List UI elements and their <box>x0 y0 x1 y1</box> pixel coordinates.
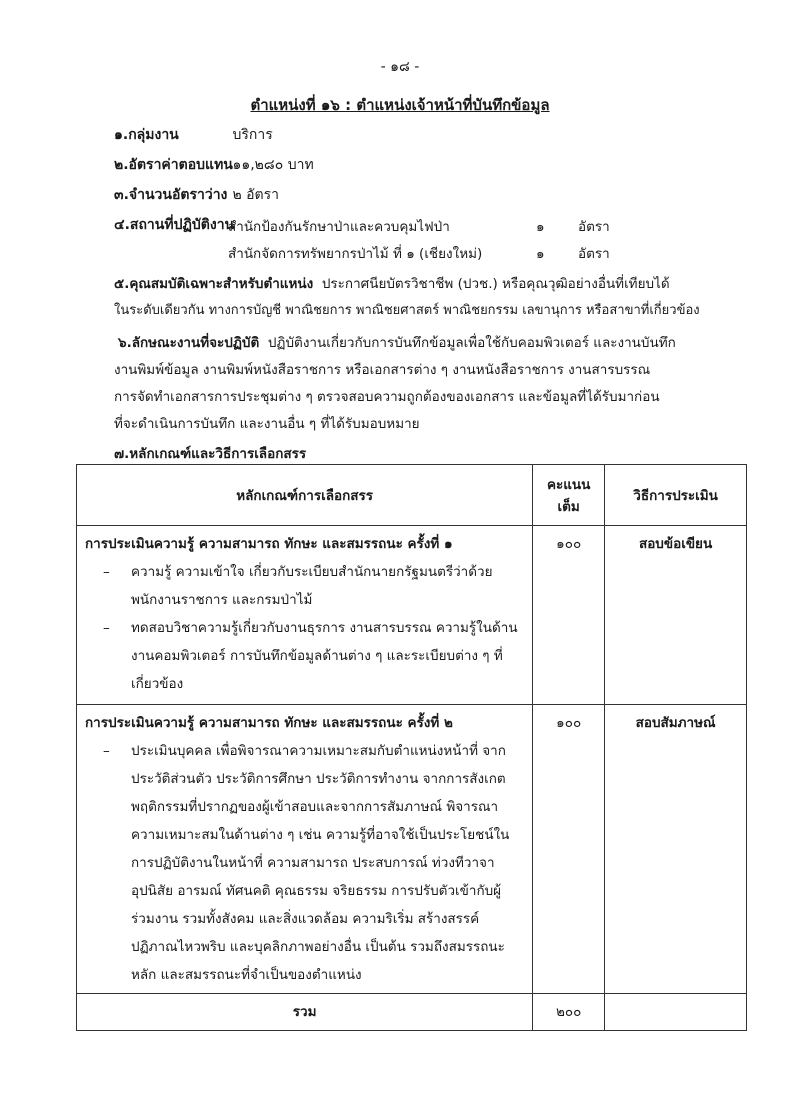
item-label: ๔.สถานที่ปฏิบัติงาน <box>114 217 235 233</box>
qualification-line1: ๕.คุณสมบัติเฉพาะสำหรับตำแหน่ง ประกาศนียบัตรวิชาชีพ (ปวช.) หรือคุณวุฒิอย่างอื่นที่เทียบได้ <box>114 276 670 292</box>
list-item: – ความรู้ ความเข้าใจ เกี่ยวกับระเบียบสำนักนายกรัฐมนตรีว่าด้วยพนักงานราชการ และกรมป่าไม้ <box>85 558 524 614</box>
page-number: - ๑๘ - <box>380 59 420 75</box>
duties-line3: การจัดทำเอกสารการประชุมต่าง ๆ ตรวจสอบความถูกต้องของเอกสาร และข้อมูลที่ได้รับมาก่อน <box>114 389 660 405</box>
criteria-cell <box>77 705 533 994</box>
header-score: คะแนน เต็ม <box>533 465 605 526</box>
method-cell: สอบสัมภาษณ์ <box>605 705 747 994</box>
total-method-cell <box>605 994 747 1031</box>
row-title: การประเมินความรู้ ความสามารถ ทักษะ และสมรรถนะ ครั้งที่ ๒ <box>85 715 453 731</box>
table-row <box>77 526 747 705</box>
workplace-location: สำนักป้องกันรักษาป่าและควบคุมไฟป่า ๑ อัตรา <box>228 219 610 235</box>
item-label: ๑.กลุ่มงาน <box>114 127 179 143</box>
total-label: รวม <box>77 994 533 1031</box>
criteria-heading: ๗.หลักเกณฑ์และวิธีการเลือกสรร <box>114 446 307 462</box>
method-cell: สอบข้อเขียน <box>605 526 747 705</box>
duties-line4: ที่จะดำเนินการบันทึก และงานอื่น ๆ ที่ได้รับมอบหมาย <box>114 416 420 432</box>
criteria-table <box>76 464 747 1031</box>
position-title: ตำแหน่งที่ ๑๖ : ตำแหน่งเจ้าหน้าที่บันทึกข้อมูล <box>250 96 550 114</box>
qualification-line2: ในระดับเดียวกัน ทางการบัญชี พาณิชยการ พาณิชยศาสตร์ พาณิชยกรรม เลขานุการ หรือสาขาที่เกี่ยวข้อง <box>114 303 700 318</box>
score-cell: ๑๐๐ <box>533 705 605 994</box>
score-cell: ๑๐๐ <box>533 526 605 705</box>
item-group <box>114 124 273 146</box>
list-item: – ทดสอบวิชาความรู้เกี่ยวกับงานธุรการ งานสารบรรณ ความรู้ในด้านงานคอมพิวเตอร์ การบันทึกข้อมูลด้านต่าง ๆ และระเบียบต่าง ๆ ที่เกี่ยวข้อง <box>85 614 524 698</box>
item-value: ๑๑,๒๘๐ บาท <box>232 157 314 173</box>
table-row <box>77 705 747 994</box>
total-score: ๒๐๐ <box>533 994 605 1031</box>
duties-line1: ๖.ลักษณะงานที่จะปฏิบัติ ปฏิบัติงานเกี่ยวกับการบันทึกข้อมูลเพื่อใช้กับคอมพิวเตอร์ และงานบันทึก <box>118 335 676 351</box>
workplace-location: สำนักจัดการทรัพยากรป่าไม้ ที่ ๑ (เชียงใหม่) ๑ อัตรา <box>228 246 610 262</box>
header-criteria: หลักเกณฑ์การเลือกสรร <box>77 465 533 526</box>
criteria-cell <box>77 526 533 705</box>
duties-label: ๖.ลักษณะงานที่จะปฏิบัติ <box>118 335 260 351</box>
table-header-row <box>77 465 747 526</box>
row-title: การประเมินความรู้ ความสามารถ ทักษะ และสมรรถนะ ครั้งที่ ๑ <box>85 536 453 552</box>
table-total-row <box>77 994 747 1031</box>
item-workplace <box>114 214 235 236</box>
item-label: ๒.อัตราค่าตอบแทน <box>114 157 233 173</box>
item-label: ๓.จำนวนอัตราว่าง <box>114 187 228 203</box>
item-pay <box>114 154 314 176</box>
list-item: – ประเมินบุคคล เพื่อพิจารณาความเหมาะสมกับตำแหน่งหน้าที่ จากประวัติส่วนตัว ประวัติการศึกษา ประวัติการทำงาน จากการสังเกตพฤติกรรมที่ปรากฏของผู้เข้าสอบและจากการสัมภาษณ์ พิจารณาความเหมาะสมในด้านต่าง ๆ เช่น ความรู้ที่อาจใช้เป็นประโยชน์ในการปฏิบัติงานในหน้าที่ ความสามารถ ประสบการณ์ ท่วงทีวาจา อุปนิสัย อารมณ์ ทัศนคติ คุณธรรม จริยธรรม การปรับตัวเข้ากับผู้ร่วมงาน รวมทั้งสังคม และสิ่งแวดล้อม ความริเริ่ม สร้างสรรค์ ปฏิภาณไหวพริบ และบุคลิกภาพอย่างอื่น เป็นต้น รวมถึงสมรรถนะหลัก และสมรรถนะที่จำเป็นของตำแหน่ง <box>85 737 524 989</box>
item-value: บริการ <box>232 127 273 143</box>
header-method: วิธีการประเมิน <box>605 465 747 526</box>
duties-line2: งานพิมพ์ข้อมูล งานพิมพ์หนังสือราชการ หรือเอกสารต่าง ๆ งานหนังสือราชการ งานสารบรรณ <box>114 362 651 378</box>
qualification-label: ๕.คุณสมบัติเฉพาะสำหรับตำแหน่ง <box>114 276 314 292</box>
item-vacancies <box>114 184 279 206</box>
item-value: ๒ อัตรา <box>232 187 280 203</box>
